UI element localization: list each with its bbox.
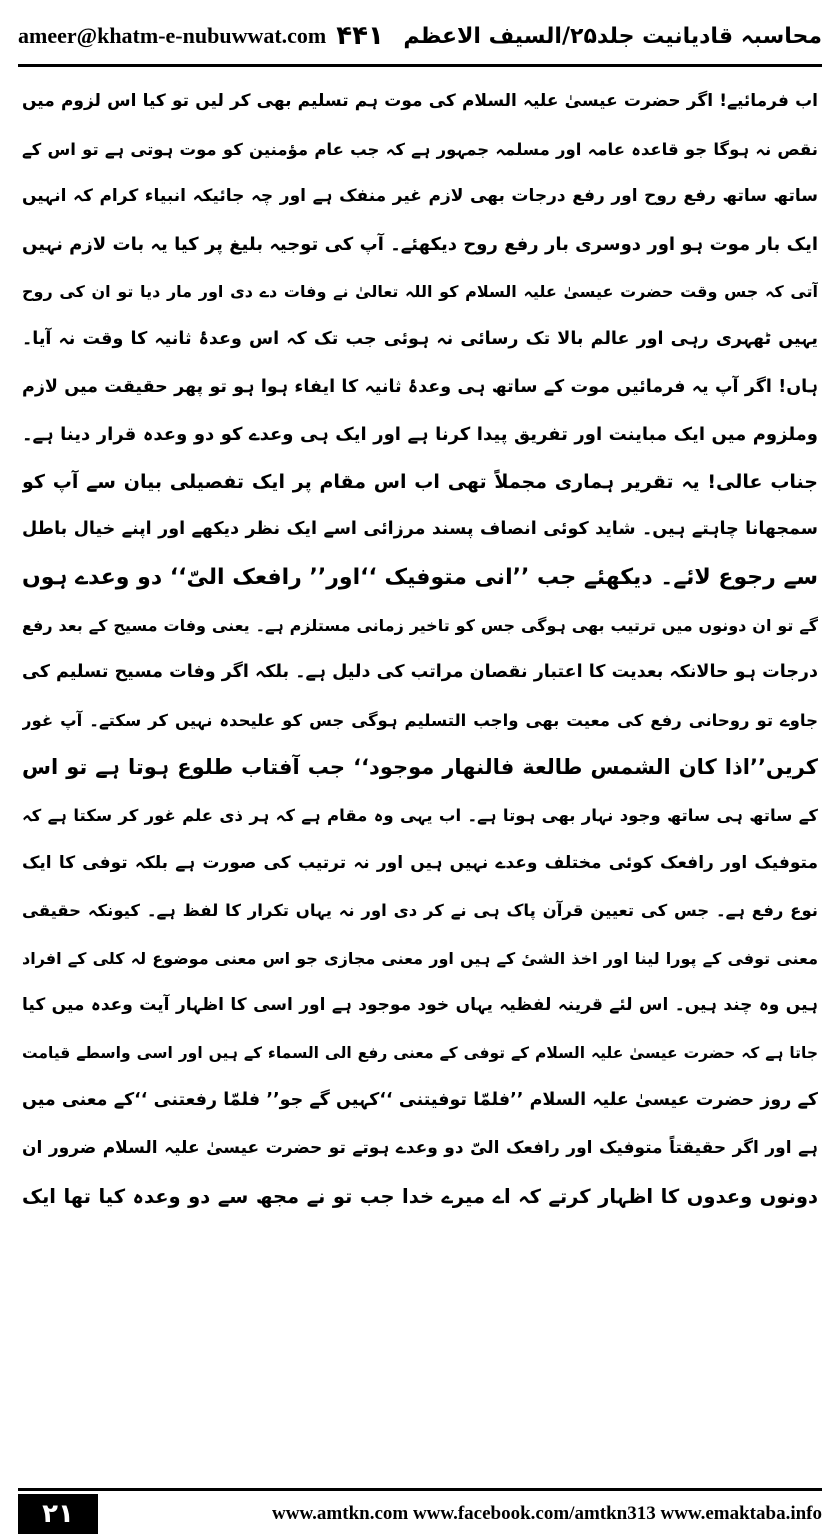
- text-line: اب فرمائیے! اگر حضرت عیسیٰ علیہ السلام کی موت ہم تسلیم بھی کر لیں تو کیا اس لزوم میں: [22, 91, 818, 111]
- footer-divider: [18, 1488, 822, 1491]
- text-line: جناب عالی! یہ تقریر ہماری مجملاً تھی اب اس مقام پر ایک تفصیلی بیان سے آپ کو: [22, 470, 818, 493]
- text-line: کے روز حضرت عیسیٰ علیہ السلام ’’فلمّا توفیتنی ‘‘کہیں گے جو’’ فلمّا رفعتنی ‘‘کے معنی میں: [22, 1090, 818, 1111]
- text-line: جاتا ہے کہ حضرت عیسیٰ علیہ السلام کے توفی کے معنی رفع الی السماء کے ہیں اور اسی واسطے قیامت: [22, 1043, 818, 1062]
- text-line: نوع رفع ہے۔ جس کی تعیین قرآن پاک ہی نے کر دی اور نہ یہاں تکرار کا لفظ ہے۔ کیونکہ حقیقی: [22, 901, 818, 921]
- text-line: ہیں وہ چند ہیں۔ اس لئے قرینہ لفظیہ یہاں خود موجود ہے اور اسی کا اظہار آیت وعدہ میں کیا: [22, 995, 818, 1016]
- text-line: دونوں وعدوں کا اظہار کرتے کہ اے میرے خدا جب تو نے مجھ سے دو وعدہ کیا تھا ایک: [22, 1184, 818, 1208]
- header-book-title: محاسبہ قادیانیت جلد۲۵/السیف الاعظم: [403, 23, 822, 49]
- text-line: درجات ہو حالانکہ بعدیت کا اعتبار نقصان مراتب کی دلیل ہے۔ بلکہ اگر وفات مسیح تسلیم کی: [22, 662, 818, 683]
- header-email: ameer@khatm-e-nubuwwat.com: [18, 23, 327, 48]
- text-line: جاوے تو روحانی رفع کی معیت بھی واجب التسلیم ہوگی جس کو علیحدہ نہیں کر سکتے۔ آپ غور: [22, 710, 818, 730]
- footer-folio-number: ۲۱: [18, 1494, 98, 1534]
- text-line: آتی کہ جس وقت حضرت عیسیٰ علیہ السلام کو اللہ تعالیٰ نے وفات دے دی اور مار دیا تو ان کی روح: [22, 282, 818, 302]
- text-line: یہیں ٹھہری رہی اور عالم بالا تک رسائی نہ ہوئی جب تک کہ اس وعدۂ ثانیہ کا وقت نہ آیا۔: [22, 328, 818, 349]
- text-line: ہے اور اگر حقیقتاً متوفیک اور رافعک الیّ دو وعدے ہوتے تو حضرت عیسیٰ علیہ السلام ضرور ان: [22, 1138, 818, 1159]
- text-line: سمجھانا چاہتے ہیں۔ شاید کوئی انصاف پسند مرزائی اسے ایک نظر دیکھے اور اپنے خیال باطل: [22, 519, 818, 540]
- page-header: [18, 12, 822, 60]
- text-line: کریں’’اذا کان الشمس طالعة فالنهار موجود‘‘ جب آفتاب طلوع ہوتا ہے تو اس: [22, 755, 818, 780]
- text-line: ساتھ ساتھ رفع روح اور رفع درجات بھی لازم غیر منفک ہے اور چہ جائیکہ انبیاء کرام کہ انہیں: [22, 186, 818, 207]
- text-line: متوفیک اور رافعک کوئی مختلف وعدے نہیں ہیں اور نہ ترتیب کی صورت ہے بلکہ توفی کا ایک: [22, 852, 818, 873]
- footer-website-links: www.amtkn.com www.facebook.com/amtkn313 www.emaktaba.info: [272, 1503, 822, 1524]
- text-line: ایک بار موت ہو اور دوسری بار رفع روح دیکھئے۔ آپ کی توجیہ بلیغ پر کیا یہ بات لازم نہیں: [22, 233, 818, 255]
- text-line: نقص نہ ہوگا جو قاعدہ عامہ اور مسلمہ جمہور ہے کہ جب عام مؤمنین کو موت ہوتی ہے تو اس کے: [22, 139, 818, 159]
- text-line: سے رجوع لائے۔ دیکھئے جب ’’انی متوفیک ‘‘اور’’ رافعک الیّ‘‘ دو وعدے ہوں: [22, 564, 818, 590]
- header-page-number: ۴۴۱: [336, 21, 384, 51]
- text-line: وملزوم میں ایک مباینت اور تفریق پیدا کرنا ہے اور ایک ہی وعدے کو دو وعدہ قرار دینا ہے۔: [22, 424, 818, 446]
- body-text: [22, 78, 818, 1220]
- text-line: معنی توفی کے پورا لینا اور اخذ الشیٔ کے ہیں اور معنی مجازی جو اس معنی موضوع لہ کلی کے افراد: [22, 948, 818, 968]
- header-divider: [18, 64, 822, 67]
- text-line: گے تو ان دونوں میں ترتیب بھی ہوگی جس کو تاخیر زمانی مستلزم ہے۔ یعنی وفات مسیح کے بعد رفع: [22, 615, 818, 635]
- text-line: ہاں! اگر آپ یہ فرمائیں موت کے ساتھ ہی وعدۂ ثانیہ کا ایفاء ہوا ہو تو پھر حقیقت میں لازم: [22, 376, 818, 397]
- page-footer: [18, 1494, 822, 1534]
- text-line: کے ساتھ ہی ساتھ وجود نہار بھی ہوتا ہے۔ اب یہی وہ مقام ہے کہ ہر ذی علم غور کر سکتا ہے کہ: [22, 805, 818, 825]
